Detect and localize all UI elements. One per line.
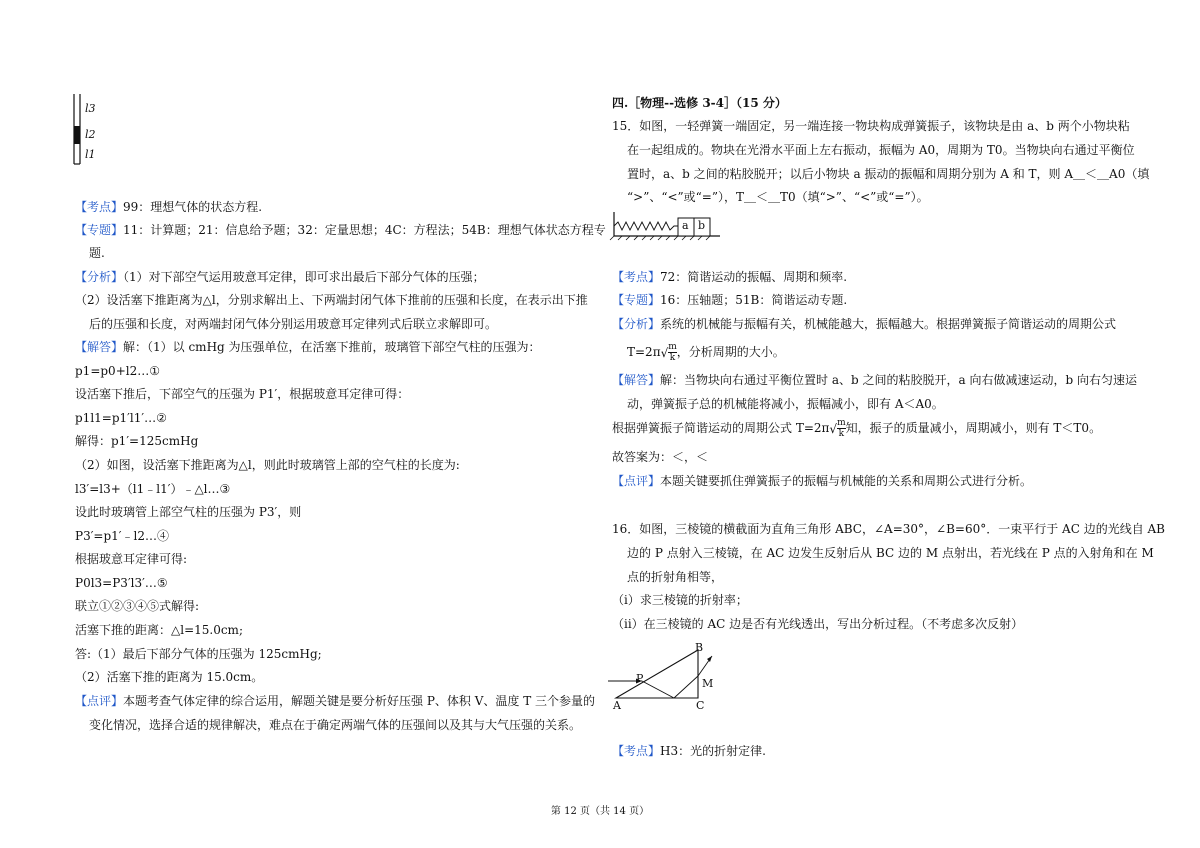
prism-label-M: M [702, 677, 714, 690]
kaodian2-tag-r: 【考点】 [612, 744, 661, 758]
equation-1: p1=p0+l2…① [75, 364, 160, 378]
jieda-text-r-1: 解：当物块向右通过平衡位置时 a、b 之间的粘胶脱开，a 向右做减速运动，b 向右匀速运 [660, 373, 1137, 387]
jieda-line-r [612, 372, 1137, 388]
prism-label-C: C [696, 699, 705, 712]
equation-2-solution: 解得：p1′=125cmHg [75, 434, 199, 448]
join-line: 联立①②③④⑤式解得: [75, 599, 200, 613]
q15-line-2: 在一起组成的。物块在光滑水平面上左右振动，振幅为 A0，周期为 T0。当物块向右通过平衡位 [627, 143, 1135, 157]
fenxi-text-1: （1）对下部空气运用玻意耳定律，即可求出最后下部分气体的压强； [123, 270, 485, 284]
jieda-formula-line [612, 416, 1101, 441]
zhuanti-text-r: 16：压轴题；51B：简谐运动专题. [660, 293, 848, 307]
kaodian-tag-r: 【考点】 [612, 270, 661, 284]
set-line-1: 设活塞下推后，下部空气的压强为 P1′，根据玻意耳定律可得： [75, 387, 410, 401]
block-a-label: a [682, 219, 689, 232]
dianping-tag-r: 【点评】 [612, 474, 661, 488]
jieda-formula-prefix: 根据弹簧振子简谐运动的周期公式 T=2π [612, 421, 830, 435]
fraction-numerator: m [668, 342, 677, 352]
spring-oscillator-figure [612, 212, 722, 240]
dianping-text-2: 变化情况，选择合适的规律解决，难点在于确定两端气体的压强间以及其与大气压强的关系。 [89, 718, 582, 732]
tube-label-l2: l2 [85, 128, 96, 141]
fraction-denominator-2: k [838, 429, 845, 439]
kaodian-text-r: 72：简谐运动的振幅、周期和频率. [660, 270, 848, 284]
tube-label-l1: l1 [85, 148, 96, 161]
prism-figure [612, 644, 722, 706]
page-footer: 第 12 页（共 14 页） [550, 806, 650, 817]
part2-line: （2）如图，设活塞下推距离为△l，则此时玻璃管上部的空气柱的长度为: [75, 458, 460, 472]
equation-2: p1l1=p1′l1′…② [75, 411, 167, 425]
fraction-numerator-2: m [837, 418, 846, 428]
q16-line-3: 点的折射角相等， [627, 570, 724, 584]
law-line: 根据玻意耳定律可得: [75, 552, 188, 566]
fraction-denominator: k [669, 353, 676, 363]
kaodian-line [75, 199, 262, 215]
jieda-line [75, 339, 541, 355]
q15-line-1: 15．如图，一轻弹簧一端固定，另一端连接一物块构成弹簧振子，该物块是由 a、b 两个小物块粘 [612, 119, 1130, 133]
dianping-tag: 【点评】 [75, 694, 124, 708]
fenxi-text-r-1: 系统的机械能与振幅有关，机械能越大，振幅越大。根据弹簧振子简谐运动的周期公式 [660, 317, 1117, 331]
fenxi-tag-r: 【分析】 [612, 317, 661, 331]
zhuanti-line-r [612, 292, 847, 308]
jieda-text-r-2: 动，弹簧振子总的机械能将减小，振幅减小，即有 A＜A0。 [627, 397, 944, 411]
prism-label-B: B [695, 641, 704, 654]
answer-line-r: 故答案为：＜，＜ [612, 450, 709, 464]
fenxi-text-2: （2）设活塞下推距离为△l，分别求解出上、下两端封闭气体下推前的压强和长度，在表示出下推 [75, 293, 588, 307]
kaodian2-text-r: H3：光的折射定律. [660, 744, 766, 758]
dianping-line-r [612, 473, 1032, 489]
zhuanti-tag-r: 【专题】 [612, 293, 661, 307]
jieda-text-1: 解：（1）以 cmHg 为压强单位，在活塞下推前，玻璃管下部空气柱的压强为： [123, 340, 541, 354]
fenxi-tag: 【分析】 [75, 270, 124, 284]
q16-line-1: 16．如图，三棱镜的横截面为直角三角形 ABC，∠A=30°，∠B=60°．一束平行于 AC 边的光线自 AB [612, 522, 1165, 536]
kaodian-text: 99：理想气体的状态方程. [123, 200, 263, 214]
jieda-tag: 【解答】 [75, 340, 124, 354]
kaodian-line-r [612, 269, 847, 285]
period-formula-prefix: T=2π [627, 345, 661, 359]
zhuanti-line [75, 222, 606, 238]
jieda-tag-r: 【解答】 [612, 373, 661, 387]
q16-part-ii: （ii）在三棱镜的 AC 边是否有光线透出，写出分析过程。（不考虑多次反射） [612, 617, 1024, 631]
dianping-line [75, 693, 595, 709]
sqrt-icon: √ [660, 345, 669, 360]
equation-4: P3′=p1′﹣l2…④ [75, 529, 170, 543]
dianping-text-r: 本题关键要抓住弹簧振子的振幅与机械能的关系和周期公式进行分析。 [660, 474, 1033, 488]
zhuanti-text: 11：计算题；21：信息给予题；32：定量思想；4C：方程法；54B：理想气体状态方程专 [123, 223, 606, 237]
zhuanti-tag: 【专题】 [75, 223, 124, 237]
section-title: 四.［物理--选修 3-4］（15 分） [612, 96, 787, 110]
q16-part-i: （i）求三棱镜的折射率； [612, 593, 748, 607]
equation-3: l3′=l3+（l1﹣l1′）﹣△l…③ [75, 482, 231, 496]
sqrt-icon-2: √ [829, 421, 838, 436]
prism-label-P: P [636, 672, 644, 685]
fenxi-line [75, 269, 485, 285]
kaodian-tag: 【考点】 [75, 200, 124, 214]
tube-label-l3: l3 [85, 102, 96, 115]
fenxi-text-3: 后的压强和长度，对两端封闭气体分别运用玻意耳定律列式后联立求解即可。 [89, 317, 498, 331]
answer-2: （2）活塞下推的距离为 15.0cm。 [75, 670, 264, 684]
q15-line-3: 置时，a、b 之间的粘胶脱开；以后小物块 a 振动的振幅和周期分别为 A 和 T，则 A＿＜＿A0（填 [627, 167, 1150, 181]
set-line-2: 设此时玻璃管上部空气柱的压强为 P3′，则 [75, 505, 302, 519]
fenxi-line-r [612, 316, 1116, 332]
equation-5: P0l3=P3′l3′…⑤ [75, 576, 168, 590]
dianping-text-1: 本题考查气体定律的综合运用，解题关键是要分析好压强 P、体积 V、温度 T 三个参量的 [123, 694, 596, 708]
fraction-m-over-k-2 [837, 418, 846, 439]
fenxi-formula-line [627, 340, 785, 365]
answer-1: 答:（1）最后下部分气体的压强为 125cmHg; [75, 647, 322, 661]
fraction-m-over-k [668, 342, 677, 363]
period-formula-suffix: ，分析周期的大小。 [676, 345, 785, 359]
jieda-formula-suffix: 知，振子的质量减小，周期减小，则有 T＜T0。 [845, 421, 1102, 435]
q16-line-2: 边的 P 点射入三棱镜，在 AC 边发生反射后从 BC 边的 M 点射出，若光线在 P 点的入射角和在 M [627, 546, 1154, 560]
prism-label-A: A [613, 699, 621, 712]
distance-line: 活塞下推的距离：△l=15.0cm; [75, 623, 243, 637]
block-b-label: b [698, 219, 706, 232]
q15-line-4: “>”、“<”或“=”），T＿＜＿T0（填“>”、“<”或“=”）。 [627, 190, 929, 204]
zhuanti-text-cont: 题. [89, 246, 105, 260]
kaodian2-line-r [612, 743, 766, 759]
